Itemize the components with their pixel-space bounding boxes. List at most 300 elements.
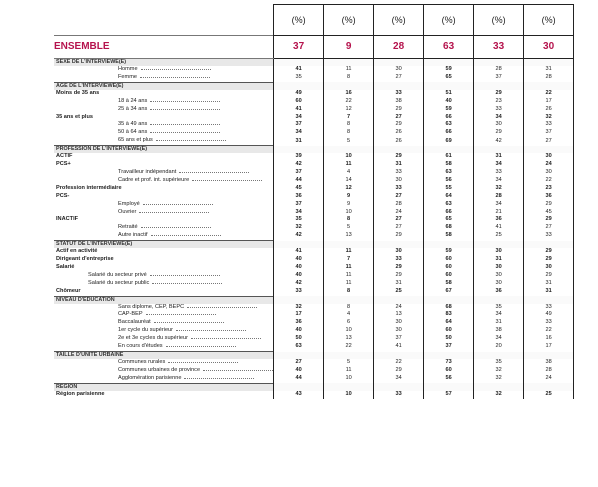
dot-leader bbox=[168, 359, 238, 363]
value-cell: 38 bbox=[474, 327, 524, 335]
value-cell: 42 bbox=[474, 137, 524, 145]
value-cell: 10 bbox=[324, 327, 374, 335]
value-cell: 37 bbox=[274, 201, 324, 209]
value-cell: 11 bbox=[324, 248, 374, 256]
value-cell: 40 bbox=[274, 327, 324, 335]
value-cell: 65 bbox=[424, 74, 474, 82]
value-cell: 56 bbox=[424, 375, 474, 383]
row-label: 25 à 34 ans bbox=[118, 105, 148, 112]
row-label-cell bbox=[54, 98, 274, 106]
value-cell: 11 bbox=[324, 272, 374, 280]
row-label: Cadre et prof. int. supérieure bbox=[118, 176, 190, 183]
value-cell: 40 bbox=[274, 256, 324, 264]
value-cell: 26 bbox=[374, 129, 424, 137]
section-blank-cell bbox=[324, 296, 374, 304]
row-label-cell bbox=[54, 121, 274, 129]
value-cell: 16 bbox=[524, 335, 574, 343]
ensemble-value: 30 bbox=[524, 36, 574, 59]
value-cell: 63 bbox=[274, 343, 324, 351]
results-table bbox=[54, 4, 574, 399]
dot-leader bbox=[187, 304, 257, 308]
value-cell: 28 bbox=[474, 66, 524, 74]
value-cell: 33 bbox=[524, 319, 574, 327]
row-label-cell bbox=[54, 280, 274, 288]
row-label-cell bbox=[54, 359, 274, 367]
section-blank-cell bbox=[374, 352, 424, 360]
value-cell: 27 bbox=[374, 216, 424, 224]
section-header-row bbox=[54, 146, 574, 154]
value-cell: 17 bbox=[524, 98, 574, 106]
value-cell: 36 bbox=[274, 319, 324, 327]
value-cell: 40 bbox=[274, 367, 324, 375]
row-label-cell bbox=[54, 106, 274, 114]
row-label-cell bbox=[54, 114, 274, 122]
section-blank-cell bbox=[524, 59, 574, 67]
header-cell: (%) bbox=[524, 5, 574, 36]
value-cell: 42 bbox=[274, 280, 324, 288]
value-cell: 44 bbox=[274, 177, 324, 185]
value-cell: 28 bbox=[374, 201, 424, 209]
row-label: 65 ans et plus bbox=[118, 137, 153, 144]
row-label-cell bbox=[54, 304, 274, 312]
ensemble-value: 33 bbox=[474, 36, 524, 59]
table-row bbox=[54, 121, 574, 129]
value-cell: 45 bbox=[274, 185, 324, 193]
value-cell: 30 bbox=[524, 264, 574, 272]
value-cell: 29 bbox=[374, 264, 424, 272]
value-cell: 28 bbox=[524, 74, 574, 82]
ensemble-value: 63 bbox=[424, 36, 474, 59]
value-cell: 23 bbox=[524, 185, 574, 193]
value-cell: 66 bbox=[424, 114, 474, 122]
row-label: Chômeur bbox=[56, 287, 81, 294]
dot-leader bbox=[156, 137, 226, 141]
value-cell: 5 bbox=[324, 359, 374, 367]
row-label: En cours d'études bbox=[118, 343, 163, 350]
table-row bbox=[54, 216, 574, 224]
value-cell: 27 bbox=[374, 74, 424, 82]
section-label: STATUT DE L'INTERVIEWE(E) bbox=[54, 241, 274, 249]
value-cell: 13 bbox=[324, 232, 374, 240]
value-cell: 11 bbox=[324, 367, 374, 375]
section-blank-cell bbox=[274, 59, 324, 67]
value-cell: 30 bbox=[474, 264, 524, 272]
table-row bbox=[54, 319, 574, 327]
dot-leader bbox=[166, 343, 236, 347]
value-cell: 33 bbox=[524, 304, 574, 312]
value-cell: 33 bbox=[524, 121, 574, 129]
value-cell: 27 bbox=[274, 359, 324, 367]
row-label-cell bbox=[54, 209, 274, 217]
table-row bbox=[54, 177, 574, 185]
dot-leader bbox=[141, 66, 211, 70]
value-cell: 60 bbox=[424, 264, 474, 272]
dot-leader bbox=[151, 232, 221, 236]
row-label: Autre inactif bbox=[118, 232, 148, 239]
value-cell: 6 bbox=[324, 319, 374, 327]
section-blank-cell bbox=[474, 383, 524, 391]
table-row bbox=[54, 280, 574, 288]
value-cell: 9 bbox=[324, 201, 374, 209]
table-row bbox=[54, 272, 574, 280]
value-cell: 36 bbox=[474, 288, 524, 296]
value-cell: 39 bbox=[274, 153, 324, 161]
value-cell: 24 bbox=[524, 161, 574, 169]
dot-leader bbox=[140, 74, 210, 78]
section-blank-cell bbox=[474, 82, 524, 90]
row-label: Actif en activité bbox=[56, 248, 98, 255]
value-cell: 24 bbox=[524, 375, 574, 383]
value-cell: 35 bbox=[474, 359, 524, 367]
value-cell: 30 bbox=[474, 248, 524, 256]
value-cell: 34 bbox=[474, 114, 524, 122]
value-cell: 17 bbox=[524, 343, 574, 351]
table-row bbox=[54, 137, 574, 145]
value-cell: 25 bbox=[474, 232, 524, 240]
value-cell: 33 bbox=[374, 185, 424, 193]
value-cell: 30 bbox=[374, 66, 424, 74]
value-cell: 29 bbox=[474, 129, 524, 137]
row-label: Employé bbox=[118, 200, 140, 207]
value-cell: 11 bbox=[324, 66, 374, 74]
row-label-cell bbox=[54, 185, 274, 193]
value-cell: 34 bbox=[274, 114, 324, 122]
value-cell: 37 bbox=[524, 129, 574, 137]
section-label: REGION bbox=[54, 383, 274, 391]
value-cell: 36 bbox=[474, 216, 524, 224]
row-label-cell bbox=[54, 66, 274, 74]
row-label: 50 à 64 ans bbox=[118, 129, 148, 136]
value-cell: 31 bbox=[474, 256, 524, 264]
row-label-cell bbox=[54, 224, 274, 232]
value-cell: 67 bbox=[424, 288, 474, 296]
value-cell: 28 bbox=[524, 367, 574, 375]
row-label: Femme bbox=[118, 73, 137, 80]
section-blank-cell bbox=[424, 146, 474, 154]
table-row bbox=[54, 193, 574, 201]
table-row bbox=[54, 114, 574, 122]
value-cell: 38 bbox=[524, 359, 574, 367]
value-cell: 33 bbox=[374, 256, 424, 264]
table-row bbox=[54, 201, 574, 209]
row-label: Homme bbox=[118, 66, 138, 72]
table-row bbox=[54, 169, 574, 177]
table-row bbox=[54, 256, 574, 264]
value-cell: 8 bbox=[324, 74, 374, 82]
table-row bbox=[54, 391, 574, 399]
value-cell: 8 bbox=[324, 304, 374, 312]
dot-leader bbox=[150, 98, 220, 102]
value-cell: 17 bbox=[274, 311, 324, 319]
value-cell: 31 bbox=[274, 137, 324, 145]
ensemble-label: ENSEMBLE bbox=[54, 36, 274, 59]
value-cell: 30 bbox=[474, 272, 524, 280]
row-label: 1er cycle du supérieur bbox=[118, 327, 174, 334]
section-blank-cell bbox=[374, 241, 424, 249]
value-cell: 59 bbox=[424, 248, 474, 256]
row-label: 2e et 3e cycles du supérieur bbox=[118, 335, 188, 342]
value-cell: 4 bbox=[324, 169, 374, 177]
table-row bbox=[54, 98, 574, 106]
header-row bbox=[54, 5, 574, 36]
section-blank-cell bbox=[524, 383, 574, 391]
value-cell: 29 bbox=[524, 248, 574, 256]
value-cell: 64 bbox=[424, 193, 474, 201]
value-cell: 29 bbox=[374, 106, 424, 114]
row-label: PCS- bbox=[56, 192, 70, 199]
value-cell: 26 bbox=[524, 106, 574, 114]
value-cell: 36 bbox=[274, 193, 324, 201]
value-cell: 49 bbox=[524, 311, 574, 319]
row-label: Salarié du secteur public bbox=[88, 279, 150, 286]
table-row bbox=[54, 129, 574, 137]
value-cell: 40 bbox=[274, 272, 324, 280]
value-cell: 29 bbox=[474, 90, 524, 98]
value-cell: 40 bbox=[274, 264, 324, 272]
table-row bbox=[54, 359, 574, 367]
value-cell: 30 bbox=[374, 248, 424, 256]
dot-leader bbox=[192, 177, 262, 181]
value-cell: 49 bbox=[274, 90, 324, 98]
section-blank-cell bbox=[324, 82, 374, 90]
table-row bbox=[54, 153, 574, 161]
section-header-row bbox=[54, 241, 574, 249]
value-cell: 41 bbox=[374, 343, 424, 351]
dot-leader bbox=[146, 311, 216, 315]
value-cell: 45 bbox=[524, 209, 574, 217]
results-table-body bbox=[54, 5, 574, 399]
section-blank-cell bbox=[524, 82, 574, 90]
dot-leader bbox=[154, 319, 224, 323]
value-cell: 50 bbox=[424, 335, 474, 343]
table-row bbox=[54, 327, 574, 335]
row-label-cell bbox=[54, 367, 274, 375]
value-cell: 56 bbox=[424, 177, 474, 185]
row-label-cell bbox=[54, 288, 274, 296]
row-label: ACTIF bbox=[56, 153, 73, 160]
value-cell: 33 bbox=[374, 169, 424, 177]
value-cell: 73 bbox=[424, 359, 474, 367]
section-blank-cell bbox=[424, 296, 474, 304]
section-blank-cell bbox=[474, 296, 524, 304]
value-cell: 60 bbox=[274, 98, 324, 106]
value-cell: 22 bbox=[324, 98, 374, 106]
value-cell: 31 bbox=[474, 319, 524, 327]
row-label: 35 ans et plus bbox=[56, 113, 93, 120]
section-blank-cell bbox=[274, 296, 324, 304]
row-label: CAP-BEP bbox=[118, 311, 143, 318]
value-cell: 60 bbox=[424, 367, 474, 375]
value-cell: 5 bbox=[324, 137, 374, 145]
row-label-cell bbox=[54, 327, 274, 335]
row-label-cell bbox=[54, 319, 274, 327]
header-blank-cell bbox=[54, 5, 274, 36]
value-cell: 37 bbox=[424, 343, 474, 351]
value-cell: 34 bbox=[274, 129, 324, 137]
row-label-cell bbox=[54, 272, 274, 280]
value-cell: 32 bbox=[274, 224, 324, 232]
value-cell: 50 bbox=[274, 335, 324, 343]
row-label: Communes urbaines de province bbox=[118, 366, 201, 373]
section-blank-cell bbox=[324, 241, 374, 249]
section-label: TAILLE D'UNITE URBAINE bbox=[54, 352, 274, 360]
row-label: Baccalauréat bbox=[118, 319, 151, 326]
row-label-cell bbox=[54, 129, 274, 137]
value-cell: 32 bbox=[474, 185, 524, 193]
value-cell: 58 bbox=[424, 161, 474, 169]
value-cell: 37 bbox=[374, 335, 424, 343]
value-cell: 66 bbox=[424, 129, 474, 137]
section-blank-cell bbox=[274, 352, 324, 360]
row-label-cell bbox=[54, 137, 274, 145]
row-label-cell bbox=[54, 177, 274, 185]
value-cell: 34 bbox=[474, 335, 524, 343]
row-label-cell bbox=[54, 161, 274, 169]
section-blank-cell bbox=[324, 352, 374, 360]
row-label-cell bbox=[54, 169, 274, 177]
row-label: Moins de 35 ans bbox=[56, 89, 100, 96]
row-label-cell bbox=[54, 74, 274, 82]
value-cell: 27 bbox=[524, 137, 574, 145]
dot-leader bbox=[179, 169, 249, 173]
value-cell: 69 bbox=[424, 137, 474, 145]
dot-leader bbox=[150, 121, 220, 125]
table-row bbox=[54, 288, 574, 296]
row-label-cell bbox=[54, 311, 274, 319]
value-cell: 20 bbox=[474, 343, 524, 351]
value-cell: 42 bbox=[274, 232, 324, 240]
value-cell: 34 bbox=[274, 209, 324, 217]
value-cell: 64 bbox=[424, 319, 474, 327]
table-row bbox=[54, 311, 574, 319]
value-cell: 34 bbox=[474, 201, 524, 209]
section-blank-cell bbox=[324, 59, 374, 67]
value-cell: 4 bbox=[324, 311, 374, 319]
value-cell: 21 bbox=[474, 209, 524, 217]
value-cell: 14 bbox=[324, 177, 374, 185]
value-cell: 5 bbox=[324, 224, 374, 232]
row-label: INACTIF bbox=[56, 216, 79, 223]
section-blank-cell bbox=[274, 383, 324, 391]
row-label: Salarié bbox=[56, 263, 75, 270]
row-label: Agglomération parisienne bbox=[118, 374, 182, 381]
table-row bbox=[54, 90, 574, 98]
row-label: 18 à 24 ans bbox=[118, 97, 148, 104]
value-cell: 31 bbox=[474, 153, 524, 161]
value-cell: 32 bbox=[474, 367, 524, 375]
table-row bbox=[54, 185, 574, 193]
section-blank-cell bbox=[524, 146, 574, 154]
row-label: Profession intermédiaire bbox=[56, 184, 122, 191]
table-row bbox=[54, 375, 574, 383]
value-cell: 11 bbox=[324, 280, 374, 288]
value-cell: 29 bbox=[524, 216, 574, 224]
value-cell: 27 bbox=[374, 193, 424, 201]
value-cell: 60 bbox=[424, 256, 474, 264]
row-label: 35 à 49 ans bbox=[118, 121, 148, 128]
section-blank-cell bbox=[424, 241, 474, 249]
section-blank-cell bbox=[424, 352, 474, 360]
row-label: Région parisienne bbox=[56, 390, 105, 397]
row-label: PCS+ bbox=[56, 161, 71, 168]
value-cell: 8 bbox=[324, 288, 374, 296]
row-label-cell bbox=[54, 216, 274, 224]
value-cell: 8 bbox=[324, 121, 374, 129]
table-row bbox=[54, 74, 574, 82]
value-cell: 22 bbox=[524, 327, 574, 335]
dot-leader bbox=[141, 224, 211, 228]
section-label: NIVEAU D'EDUCATION bbox=[54, 296, 274, 304]
value-cell: 32 bbox=[474, 375, 524, 383]
row-label: Travailleur indépendant bbox=[118, 168, 177, 175]
section-header-row bbox=[54, 383, 574, 391]
value-cell: 29 bbox=[374, 232, 424, 240]
section-blank-cell bbox=[274, 146, 324, 154]
value-cell: 30 bbox=[524, 153, 574, 161]
header-cell: (%) bbox=[474, 5, 524, 36]
section-header-row bbox=[54, 352, 574, 360]
value-cell: 8 bbox=[324, 129, 374, 137]
value-cell: 63 bbox=[424, 201, 474, 209]
row-label-cell bbox=[54, 264, 274, 272]
value-cell: 51 bbox=[424, 90, 474, 98]
value-cell: 13 bbox=[324, 335, 374, 343]
dot-leader bbox=[150, 106, 220, 110]
section-header-row bbox=[54, 82, 574, 90]
ensemble-value: 37 bbox=[274, 36, 324, 59]
section-blank-cell bbox=[374, 146, 424, 154]
value-cell: 26 bbox=[374, 137, 424, 145]
value-cell: 25 bbox=[524, 391, 574, 399]
value-cell: 10 bbox=[324, 209, 374, 217]
table-row bbox=[54, 343, 574, 351]
row-label: Retraité bbox=[118, 224, 138, 231]
section-blank-cell bbox=[424, 82, 474, 90]
value-cell: 31 bbox=[374, 161, 424, 169]
value-cell: 29 bbox=[374, 367, 424, 375]
value-cell: 32 bbox=[524, 114, 574, 122]
value-cell: 37 bbox=[474, 74, 524, 82]
row-label-cell bbox=[54, 256, 274, 264]
dot-leader bbox=[184, 375, 254, 379]
section-blank-cell bbox=[374, 59, 424, 67]
value-cell: 22 bbox=[374, 359, 424, 367]
dot-leader bbox=[150, 129, 220, 133]
value-cell: 32 bbox=[274, 304, 324, 312]
value-cell: 59 bbox=[424, 106, 474, 114]
value-cell: 27 bbox=[374, 114, 424, 122]
value-cell: 10 bbox=[324, 391, 374, 399]
value-cell: 33 bbox=[524, 232, 574, 240]
row-label: Sans diplome, CEP, BEPC bbox=[118, 303, 185, 310]
value-cell: 60 bbox=[424, 327, 474, 335]
section-label: SEXE DE L'INTERVIEWE(E) bbox=[54, 59, 274, 67]
value-cell: 22 bbox=[324, 343, 374, 351]
table-row bbox=[54, 106, 574, 114]
value-cell: 55 bbox=[424, 185, 474, 193]
value-cell: 34 bbox=[474, 177, 524, 185]
ensemble-row bbox=[54, 36, 574, 59]
value-cell: 41 bbox=[474, 224, 524, 232]
value-cell: 10 bbox=[324, 375, 374, 383]
section-blank-cell bbox=[374, 82, 424, 90]
value-cell: 66 bbox=[424, 209, 474, 217]
value-cell: 8 bbox=[324, 216, 374, 224]
value-cell: 29 bbox=[524, 256, 574, 264]
value-cell: 22 bbox=[524, 177, 574, 185]
row-label-cell bbox=[54, 153, 274, 161]
value-cell: 37 bbox=[274, 169, 324, 177]
